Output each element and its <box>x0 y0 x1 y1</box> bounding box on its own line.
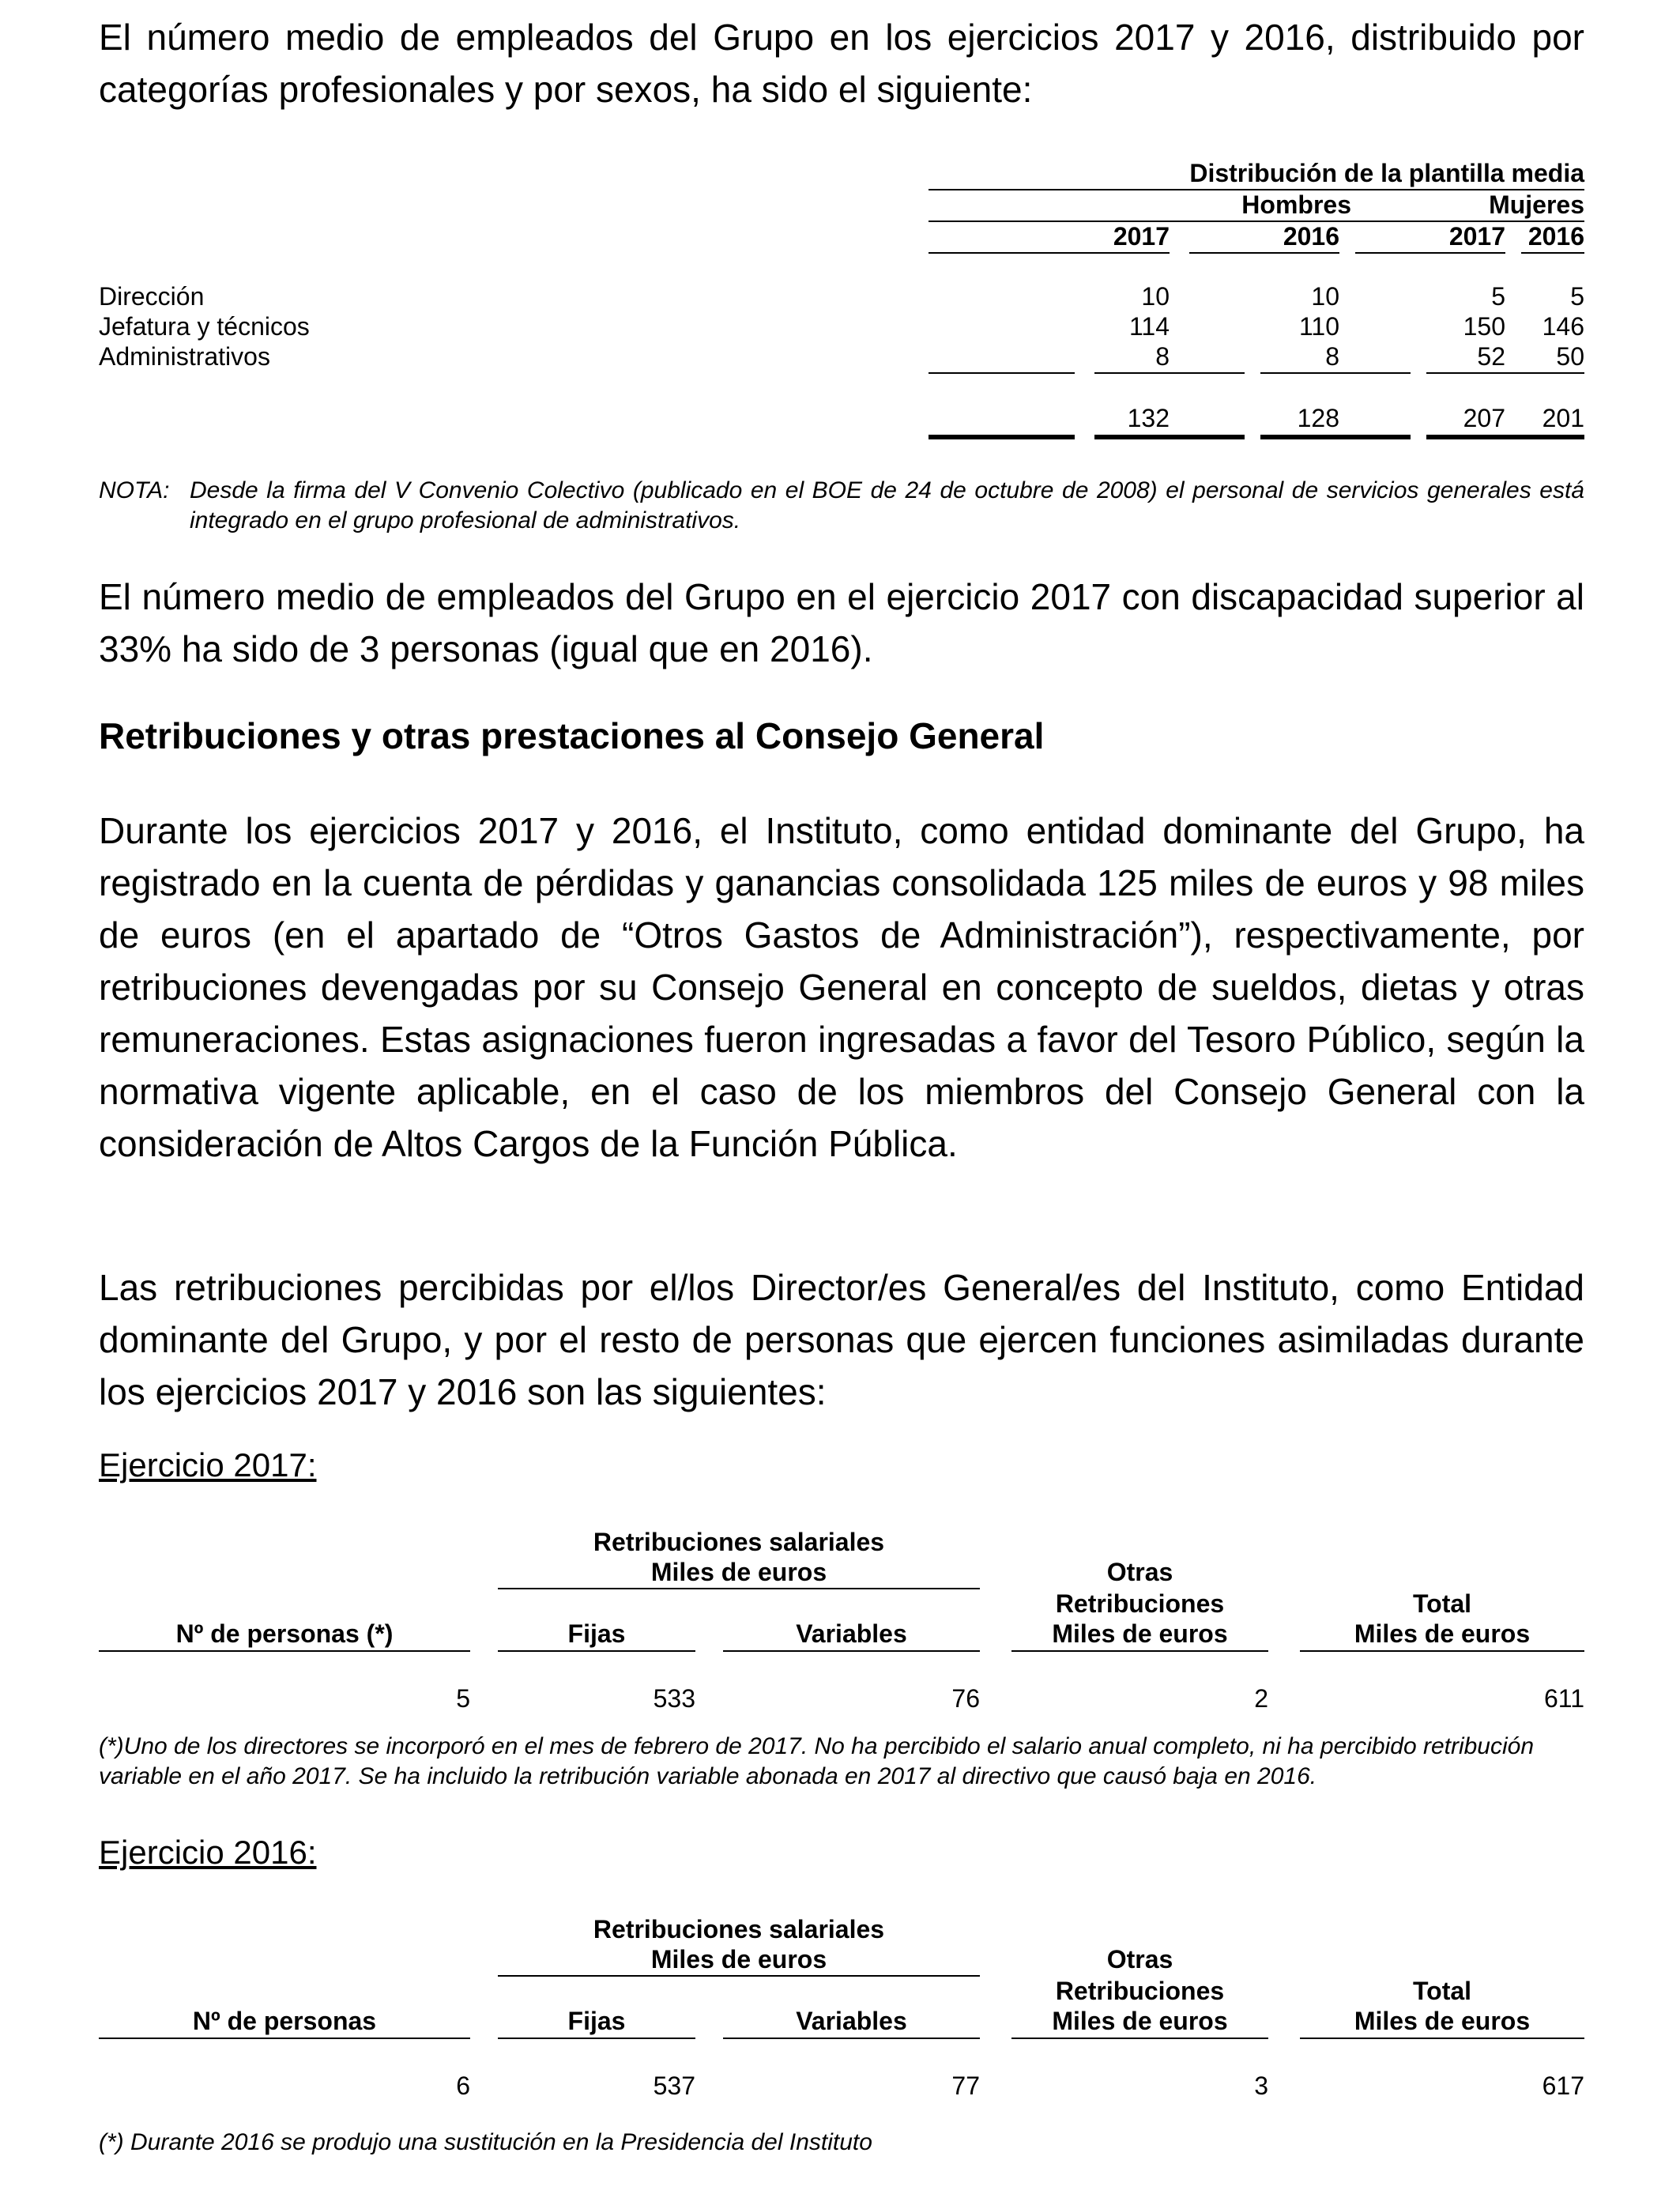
note-text: Desde la firma del V Convenio Colectivo (publicado en el BOE de 24 de octubre de 2008) el personal de servicios generales está integrado en el grupo profesional de administrativos. <box>190 477 1584 533</box>
persons-value: 6 <box>456 2071 470 2100</box>
fixed-value: 533 <box>653 1684 695 1713</box>
total-value: 611 <box>1543 1684 1584 1713</box>
year-header: 2016 <box>1527 222 1584 251</box>
total-value: 201 <box>1542 404 1584 432</box>
total-units-header: Miles de euros <box>1354 2007 1531 2035</box>
other-header: Otras <box>1106 1945 1173 1973</box>
footnote-2016: (*) Durante 2016 se produjo una sustitución en la Presidencia del Instituto <box>99 2129 872 2155</box>
year-header: 2017 <box>1113 222 1170 251</box>
cell-value: 114 <box>1128 312 1170 341</box>
salary-units-header: Miles de euros <box>650 1945 827 1973</box>
other-units-header: Miles de euros <box>1052 2007 1228 2035</box>
fixed-value: 537 <box>653 2071 695 2100</box>
cell-value: 5 <box>1570 282 1584 311</box>
persons-header: Nº de personas (*) <box>175 1619 394 1648</box>
staff-note <box>99 476 1584 536</box>
other-value: 2 <box>1254 1684 1268 1713</box>
other-header: Retribuciones <box>1055 1589 1225 1618</box>
cell-value: 52 <box>1477 342 1505 371</box>
directors-paragraph: Las retribuciones percibidas por el/los Director/es General/es del Instituto, como Entidad dominante del Grupo, y por el resto de personas que ejercen funciones asimiladas durante los ejercicios 2017 y 2016 son las siguientes: <box>99 1267 1584 1412</box>
cell-value: 5 <box>1491 282 1505 311</box>
persons-value: 5 <box>456 1684 470 1713</box>
intro-paragraph: El número medio de empleados del Grupo en los ejercicios 2017 y 2016, distribuido por categorías profesionales y por sexos, ha sido el siguiente: <box>99 17 1584 110</box>
total-value: 207 <box>1463 404 1505 432</box>
subtitle-2016: Ejercicio 2016: <box>99 1834 317 1871</box>
fixed-header: Fijas <box>567 2007 626 2035</box>
year-header: 2017 <box>1448 222 1505 251</box>
council-paragraph: Durante los ejercicios 2017 y 2016, el Instituto, como entidad dominante del Grupo, ha registrado en la cuenta de pérdidas y ganancias consolidada 125 miles de euros y 98 miles de euros (en el apartado de “Otros Gastos de Administración”), respectivamente, por retribuciones devengadas por su Consejo General en concepto de sueldos, dietas y otras remuneraciones. Estas asignaciones fueron ingresadas a favor del Tesoro Público, según la normativa vigente aplicable, en el caso de los miembros del Consejo General con la consideración de Altos Cargos de la Función Pública. <box>99 810 1584 1164</box>
row-label: Jefatura y técnicos <box>99 312 310 341</box>
other-units-header: Miles de euros <box>1052 1619 1228 1648</box>
year-header: 2016 <box>1283 222 1339 251</box>
total-header: Total <box>1412 1977 1472 2005</box>
salary-header: Retribuciones salariales <box>593 1528 885 1556</box>
subtitle-2017: Ejercicio 2017: <box>99 1446 317 1483</box>
total-header: Total <box>1412 1589 1472 1618</box>
cell-value: 10 <box>1311 282 1339 311</box>
total-value: 617 <box>1542 2071 1584 2100</box>
other-value: 3 <box>1254 2071 1268 2100</box>
fixed-header: Fijas <box>567 1619 626 1648</box>
cell-value: 110 <box>1298 312 1339 341</box>
variable-value: 76 <box>951 1684 980 1713</box>
group-men-header: Hombres <box>1241 190 1351 219</box>
section-heading: Retribuciones y otras prestaciones al Consejo General <box>99 715 1045 756</box>
total-units-header: Miles de euros <box>1354 1619 1531 1648</box>
row-label: Dirección <box>99 282 205 311</box>
cell-value: 50 <box>1556 342 1584 371</box>
total-value: 132 <box>1127 404 1170 432</box>
salary-header: Retribuciones salariales <box>593 1915 885 1943</box>
footnote-2017: (*)Uno de los directores se incorporó en el mes de febrero de 2017. No ha percibido el salario anual completo, ni ha percibido retribución variable en el año 2017. Se ha incluido la retribución variable abonada en 2017 al directivo que causó baja en 2016. <box>99 1733 1535 1789</box>
variable-header: Variables <box>796 1619 907 1648</box>
variable-value: 77 <box>951 2071 980 2100</box>
cell-value: 8 <box>1155 342 1170 371</box>
other-header: Retribuciones <box>1055 1977 1225 2005</box>
row-label: Administrativos <box>99 342 270 371</box>
note-label: NOTA: <box>99 477 170 503</box>
cell-value: 146 <box>1542 312 1584 341</box>
cell-value: 150 <box>1463 312 1505 341</box>
group-women-header: Mujeres <box>1489 190 1584 219</box>
disability-paragraph: El número medio de empleados del Grupo en el ejercicio 2017 con discapacidad superior al 33% ha sido de 3 personas (igual que en 2016). <box>99 576 1584 669</box>
total-value: 128 <box>1297 404 1339 432</box>
persons-header: Nº de personas <box>192 2007 377 2035</box>
cell-value: 10 <box>1141 282 1170 311</box>
cell-value: 8 <box>1325 342 1339 371</box>
variable-header: Variables <box>796 2007 907 2035</box>
salary-units-header: Miles de euros <box>650 1558 827 1586</box>
other-header: Otras <box>1106 1558 1173 1586</box>
staff-table-title: Distribución de la plantilla media <box>1189 159 1584 187</box>
